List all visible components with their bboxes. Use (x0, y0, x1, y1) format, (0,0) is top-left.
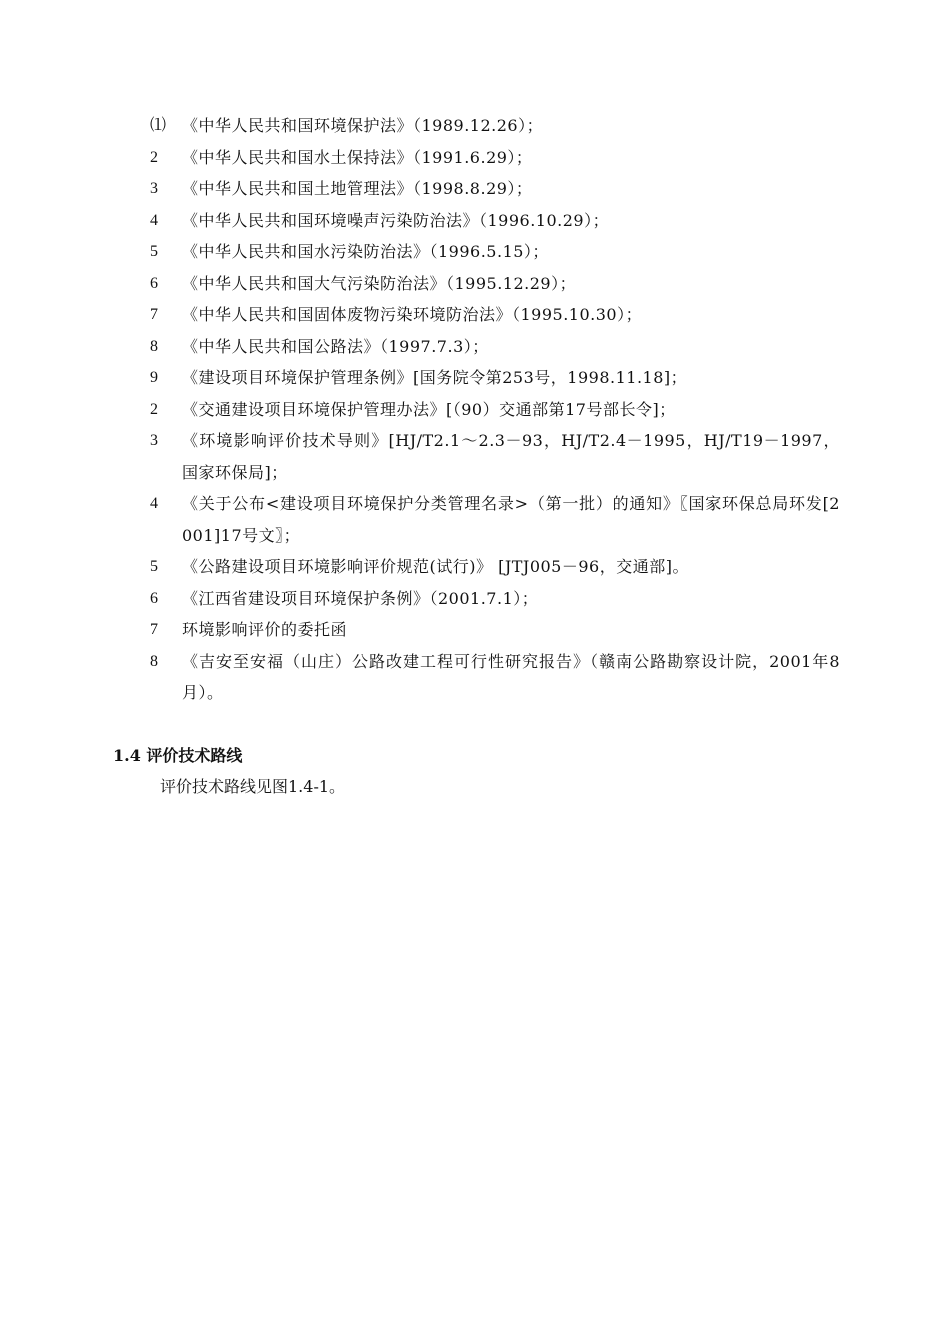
reference-number: ⑴ (150, 117, 167, 134)
reference-text: 《中华人民共和国公路法》（1997.7.3）； (182, 336, 489, 356)
reference-number: 4 (150, 495, 159, 512)
reference-item (150, 299, 840, 331)
reference-number: 3 (150, 180, 159, 197)
reference-item (150, 488, 840, 551)
section-title: 1.4 评价技术路线 (113, 746, 243, 765)
reference-text: 《中华人民共和国大气污染防治法》（1995.12.29）； (182, 273, 577, 293)
reference-text: 《环境影响评价技术导则》[HJ/T2.1～2.3－93，HJ/T2.4－1995，HJ/T19－1997，国家环保局]； (182, 431, 840, 482)
reference-text: 《江西省建设项目环境保护条例》（2001.7.1）； (182, 588, 539, 608)
reference-number: 3 (150, 432, 159, 449)
reference-text: 《吉安至安福（山庄）公路改建工程可行性研究报告》（赣南公路勘察设计院，2001年8月）。 (182, 651, 840, 702)
reference-text: 《中华人民共和国土地管理法》（1998.8.29）； (182, 179, 533, 198)
reference-text: 《建设项目环境保护管理条例》[国务院令第253号，1998.11.18]； (182, 368, 688, 387)
reference-number: 5 (150, 243, 159, 260)
reference-item (150, 205, 840, 237)
reference-item (150, 268, 840, 300)
reference-text: 《中华人民共和国环境噪声污染防治法》（1996.10.29）； (182, 210, 610, 230)
reference-number: 4 (150, 211, 159, 229)
reference-text: 《中华人民共和国水污染防治法》（1996.5.15）； (182, 242, 549, 261)
reference-text: 《公路建设项目环境影响评价规范(试行)》 [JTJ005－96，交通部]。 (182, 557, 689, 576)
reference-item (150, 236, 840, 268)
reference-number: 5 (150, 558, 159, 575)
reference-number: 9 (150, 369, 159, 386)
reference-number: 8 (150, 652, 159, 670)
reference-item (150, 425, 840, 488)
reference-item (150, 173, 840, 205)
reference-item (150, 331, 840, 363)
reference-number: 2 (150, 400, 159, 418)
reference-text: 环境影响评价的委托函 (182, 620, 348, 639)
reference-number: 8 (150, 337, 159, 355)
reference-number: 6 (150, 274, 159, 292)
reference-number: 7 (150, 621, 159, 638)
reference-text: 《中华人民共和国环境保护法》（1989.12.26）； (182, 116, 544, 135)
reference-item (150, 551, 840, 583)
reference-item (150, 110, 840, 142)
reference-list (150, 110, 840, 709)
reference-number: 2 (150, 148, 159, 166)
reference-text: 《关于公布<建设项目环境保护分类管理名录>（第一批）的通知》〖国家环保总局环发[2001]17号文〗； (182, 494, 840, 545)
reference-text: 《交通建设项目环境保护管理办法》[（90）交通部第17号部长令]； (182, 399, 676, 419)
reference-item (150, 362, 840, 394)
reference-item (150, 583, 840, 615)
reference-item (150, 646, 840, 709)
section-body-text: 评价技术路线见图1.4-1。 (160, 777, 346, 796)
reference-item (150, 142, 840, 174)
reference-item (150, 614, 840, 646)
reference-text: 《中华人民共和国水土保持法》（1991.6.29）； (182, 147, 533, 167)
reference-item (150, 394, 840, 426)
reference-number: 6 (150, 589, 159, 607)
reference-text: 《中华人民共和国固体废物污染环境防治法》（1995.10.30）； (182, 305, 643, 324)
reference-number: 7 (150, 306, 159, 323)
